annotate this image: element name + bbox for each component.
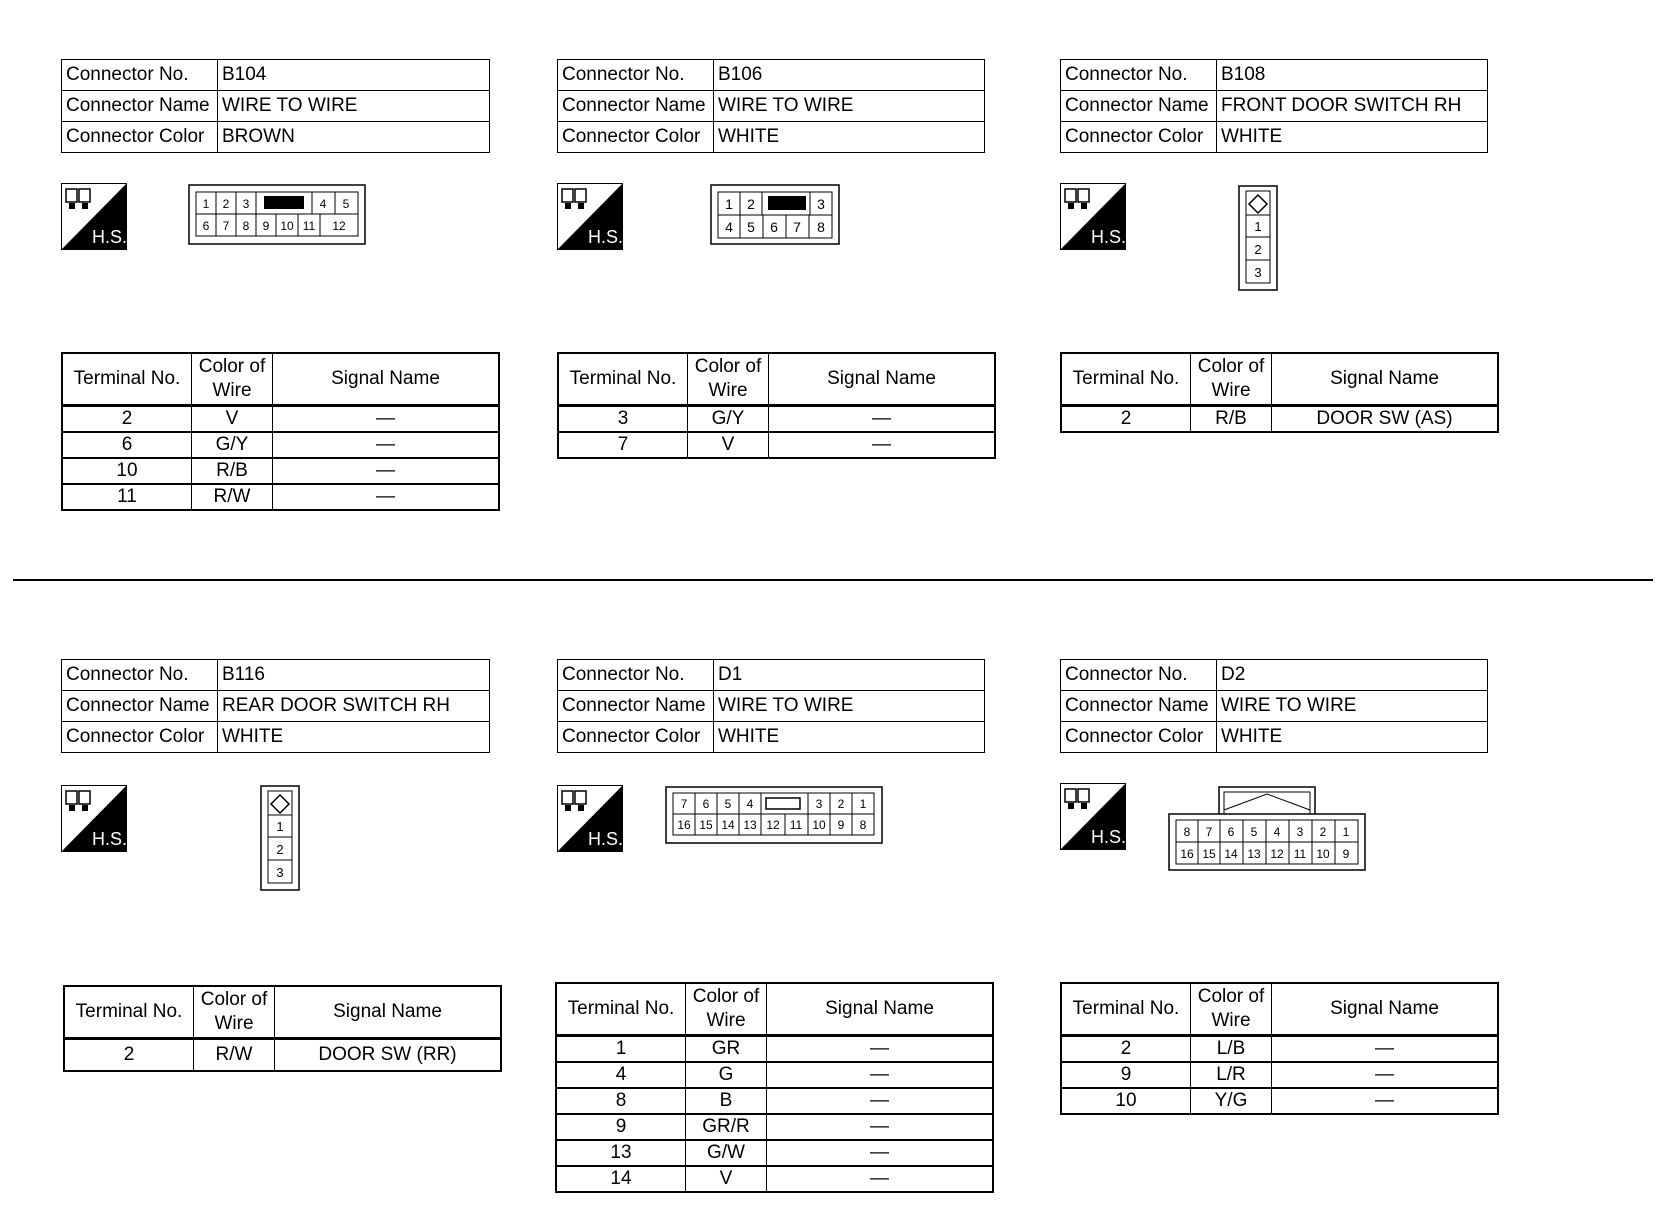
header-terminal-no: Terminal No.: [558, 353, 688, 406]
pin-1: 1: [1254, 219, 1262, 234]
table-row: 7 V —: [558, 432, 995, 458]
pin-14: 14: [721, 818, 735, 832]
table-row: 3 G/Y —: [558, 406, 995, 433]
pin-5: 5: [724, 797, 732, 811]
label-connector-name: Connector Name: [62, 91, 218, 122]
label-connector-no: Connector No.: [62, 660, 218, 691]
pin-4: 4: [725, 219, 733, 235]
pin-12: 12: [1270, 847, 1284, 861]
pin-7: 7: [222, 219, 230, 233]
connector-info-b108: [1060, 59, 1488, 153]
connector-face-b104: [188, 184, 366, 245]
hs-label: H.S.: [588, 227, 623, 247]
terminal-table-b106: [557, 352, 996, 459]
pin-6: 6: [702, 797, 710, 811]
label-connector-no: Connector No.: [1061, 660, 1217, 691]
label-connector-color: Connector Color: [62, 122, 218, 153]
table-row: 10 R/B —: [62, 458, 499, 484]
pin-12: 12: [332, 219, 346, 233]
header-signal-name: Signal Name: [275, 986, 502, 1039]
table-row: 4 G —: [556, 1062, 993, 1088]
harness-side-icon: [557, 183, 623, 250]
pin-8: 8: [1183, 825, 1191, 839]
pin-14: 14: [1224, 847, 1238, 861]
header-terminal-no: Terminal No.: [1061, 983, 1191, 1036]
connector-face-d1: [665, 786, 883, 844]
header-color-of-wire: Color of Wire: [1191, 353, 1272, 406]
pin-7: 7: [1205, 825, 1213, 839]
label-connector-name: Connector Name: [558, 691, 714, 722]
header-color-of-wire: Color of Wire: [192, 353, 273, 406]
hs-label: H.S.: [92, 227, 127, 247]
header-terminal-no: Terminal No.: [556, 983, 686, 1036]
pin-11: 11: [1293, 847, 1307, 861]
pin-6: 6: [202, 219, 210, 233]
connector-no-value: B104: [218, 60, 490, 91]
header-color-of-wire: Color of Wire: [686, 983, 767, 1036]
connector-info-d1: [557, 659, 985, 753]
connector-name-value: WIRE TO WIRE: [1217, 691, 1488, 722]
connector-hood: [1219, 787, 1315, 814]
connector-key: [768, 196, 806, 210]
connector-name-value: FRONT DOOR SWITCH RH: [1217, 91, 1488, 122]
table-row: 2 R/B DOOR SW (AS): [1061, 406, 1498, 433]
pin-7: 7: [680, 797, 688, 811]
connector-face-b116: [260, 785, 300, 891]
pin-9: 9: [837, 818, 845, 832]
pin-12: 12: [766, 818, 780, 832]
table-row: 2 V —: [62, 406, 499, 433]
table-row: 9 GR/R —: [556, 1114, 993, 1140]
label-connector-color: Connector Color: [1061, 722, 1217, 753]
hs-label: H.S.: [92, 829, 127, 849]
pin-2: 2: [747, 196, 755, 212]
label-connector-no: Connector No.: [558, 660, 714, 691]
label-connector-color: Connector Color: [558, 122, 714, 153]
pin-5: 5: [747, 219, 755, 235]
pin-15: 15: [1202, 847, 1216, 861]
header-terminal-no: Terminal No.: [64, 986, 194, 1039]
connector-name-value: REAR DOOR SWITCH RH: [218, 691, 490, 722]
pin-2: 2: [1254, 242, 1262, 257]
connector-face-d2: [1168, 786, 1366, 871]
terminal-table-d1: [555, 982, 994, 1193]
pin-7: 7: [793, 219, 801, 235]
pin-6: 6: [1227, 825, 1235, 839]
table-row: 2 R/W DOOR SW (RR): [64, 1039, 501, 1072]
pin-10: 10: [1316, 847, 1330, 861]
harness-side-icon: [61, 785, 127, 852]
header-terminal-no: Terminal No.: [1061, 353, 1191, 406]
pin-1: 1: [1342, 825, 1350, 839]
label-connector-name: Connector Name: [558, 91, 714, 122]
pin-5: 5: [1250, 825, 1258, 839]
connector-info-b104: [61, 59, 490, 153]
table-row: 8 B —: [556, 1088, 993, 1114]
label-connector-no: Connector No.: [62, 60, 218, 91]
connector-no-value: B116: [218, 660, 490, 691]
pin-11: 11: [302, 219, 316, 233]
label-connector-name: Connector Name: [62, 691, 218, 722]
pin-4: 4: [746, 797, 754, 811]
pin-2: 2: [276, 842, 284, 857]
label-connector-no: Connector No.: [1061, 60, 1217, 91]
header-signal-name: Signal Name: [273, 353, 500, 406]
pin-3: 3: [242, 197, 250, 211]
pin-3: 3: [815, 797, 823, 811]
label-connector-color: Connector Color: [1061, 122, 1217, 153]
connector-key: [766, 798, 800, 809]
header-signal-name: Signal Name: [769, 353, 996, 406]
pin-4: 4: [319, 197, 327, 211]
header-signal-name: Signal Name: [1272, 983, 1499, 1036]
hs-label: H.S.: [588, 829, 623, 849]
pin-15: 15: [699, 818, 713, 832]
pin-5: 5: [342, 197, 350, 211]
hs-label: H.S.: [1091, 827, 1126, 847]
pin-10: 10: [812, 818, 826, 832]
hs-label: H.S.: [1091, 227, 1126, 247]
connector-no-value: B106: [714, 60, 985, 91]
pin-8: 8: [859, 818, 867, 832]
pin-1: 1: [859, 797, 867, 811]
pin-3: 3: [817, 196, 825, 212]
table-row: 2 L/B —: [1061, 1036, 1498, 1063]
harness-side-icon: [1060, 183, 1126, 250]
pin-9: 9: [262, 219, 270, 233]
connector-no-value: B108: [1217, 60, 1488, 91]
connector-face-b108: [1238, 185, 1278, 291]
pin-1: 1: [202, 197, 210, 211]
connector-no-value: D2: [1217, 660, 1488, 691]
table-row: 6 G/Y —: [62, 432, 499, 458]
label-connector-color: Connector Color: [62, 722, 218, 753]
harness-side-icon: [557, 785, 623, 852]
connector-face-b106: [710, 184, 840, 245]
connector-info-d2: [1060, 659, 1488, 753]
header-terminal-no: Terminal No.: [62, 353, 192, 406]
header-color-of-wire: Color of Wire: [194, 986, 275, 1039]
label-connector-color: Connector Color: [558, 722, 714, 753]
pin-13: 13: [743, 818, 757, 832]
table-row: 1 GR —: [556, 1036, 993, 1063]
connector-no-value: D1: [714, 660, 985, 691]
header-signal-name: Signal Name: [1272, 353, 1499, 406]
connector-color-value: WHITE: [714, 722, 985, 753]
pin-3: 3: [1296, 825, 1304, 839]
terminal-table-b104: [61, 352, 500, 511]
pin-1: 1: [725, 196, 733, 212]
table-row: 9 L/R —: [1061, 1062, 1498, 1088]
connector-name-value: WIRE TO WIRE: [714, 691, 985, 722]
label-connector-no: Connector No.: [558, 60, 714, 91]
pin-2: 2: [1319, 825, 1327, 839]
connector-info-b106: [557, 59, 985, 153]
harness-side-icon: [61, 183, 127, 250]
table-row: 14 V —: [556, 1166, 993, 1192]
pin-16: 16: [1180, 847, 1194, 861]
pin-3: 3: [276, 865, 284, 880]
pin-10: 10: [280, 219, 294, 233]
connector-color-value: WHITE: [1217, 722, 1488, 753]
terminal-table-d2: [1060, 982, 1499, 1115]
pin-13: 13: [1247, 847, 1261, 861]
header-signal-name: Signal Name: [767, 983, 994, 1036]
pin-11: 11: [789, 818, 803, 832]
header-color-of-wire: Color of Wire: [688, 353, 769, 406]
pin-4: 4: [1273, 825, 1281, 839]
table-row: 10 Y/G —: [1061, 1088, 1498, 1114]
connector-key: [264, 196, 304, 209]
terminal-table-b108: [1060, 352, 1499, 433]
connector-color-value: WHITE: [1217, 122, 1488, 153]
connector-color-value: BROWN: [218, 122, 490, 153]
pin-8: 8: [817, 219, 825, 235]
connector-name-value: WIRE TO WIRE: [714, 91, 985, 122]
pin-16: 16: [677, 818, 691, 832]
pin-6: 6: [770, 219, 778, 235]
pin-2: 2: [837, 797, 845, 811]
connector-name-value: WIRE TO WIRE: [218, 91, 490, 122]
connector-color-value: WHITE: [218, 722, 490, 753]
harness-side-icon: [1060, 783, 1126, 850]
label-connector-name: Connector Name: [1061, 691, 1217, 722]
header-color-of-wire: Color of Wire: [1191, 983, 1272, 1036]
pin-8: 8: [242, 219, 250, 233]
label-connector-name: Connector Name: [1061, 91, 1217, 122]
pin-3: 3: [1254, 265, 1262, 280]
terminal-table-b116: [63, 985, 502, 1072]
pin-1: 1: [276, 819, 284, 834]
table-row: 13 G/W —: [556, 1140, 993, 1166]
connector-info-b116: [61, 659, 490, 753]
table-row: 11 R/W —: [62, 484, 499, 510]
pin-9: 9: [1342, 847, 1350, 861]
connector-color-value: WHITE: [714, 122, 985, 153]
pin-2: 2: [222, 197, 230, 211]
section-divider: [13, 579, 1653, 581]
